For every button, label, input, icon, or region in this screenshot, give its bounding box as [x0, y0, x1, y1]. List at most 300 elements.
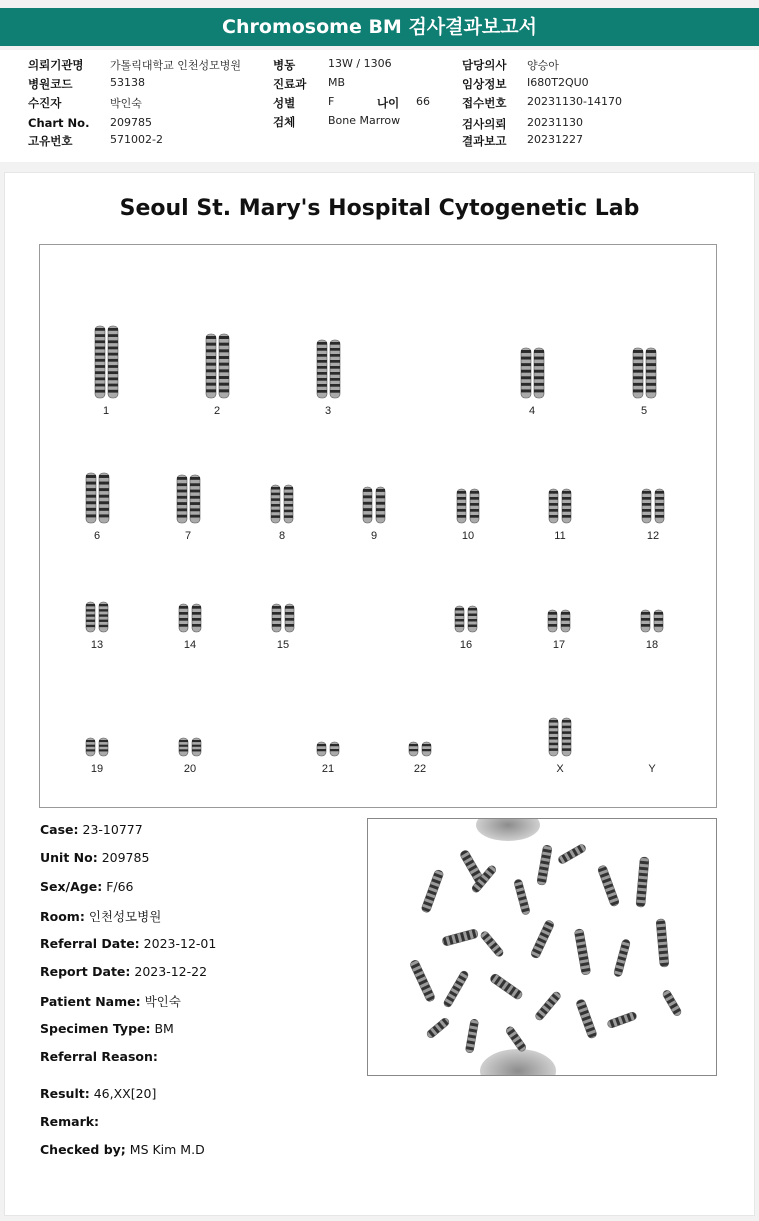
chromosome-band	[86, 488, 96, 491]
chromosome-band	[562, 491, 571, 494]
result-field: Result: 46,XX[20]	[40, 1086, 157, 1101]
chromosome-band	[219, 383, 229, 386]
chromosome-band	[422, 749, 431, 751]
chromosome-band	[190, 483, 200, 486]
chromosome-pair	[197, 333, 237, 399]
chromosome-band	[206, 343, 216, 346]
chromosome-band	[86, 508, 96, 511]
chromosome-band	[95, 334, 105, 337]
patient-header	[0, 50, 759, 162]
chromosome-band	[317, 749, 326, 751]
chromosome-band	[271, 498, 280, 501]
chromosome-band	[284, 504, 293, 507]
chromosome-pair	[632, 609, 672, 633]
chromosome-band	[219, 356, 229, 359]
chromosome-band	[95, 365, 105, 368]
chromosome-label: 15	[276, 639, 290, 651]
chromosome-band	[179, 606, 188, 609]
chromosome-band	[192, 749, 201, 751]
chromosome-band	[455, 608, 464, 610]
chromosome-band	[108, 334, 118, 337]
chromosome-band	[549, 737, 558, 740]
chromosome-pair	[308, 741, 348, 757]
chromosome-band	[549, 515, 558, 518]
chromosome-band	[99, 745, 108, 747]
chromosome-band	[219, 336, 229, 339]
chromosome-band	[641, 624, 650, 627]
specimen-field: Specimen Type: BM	[40, 1021, 174, 1036]
chromosome-pair	[540, 488, 580, 524]
chromosome-band	[376, 502, 385, 505]
chromosome-band	[206, 376, 216, 379]
chromosome-band	[190, 490, 200, 493]
chromosome-band	[468, 608, 477, 610]
chromosome-band	[633, 363, 643, 366]
chromosome-band	[549, 720, 558, 723]
chromosome-band	[284, 510, 293, 513]
chromosome-band	[455, 614, 464, 616]
chromosome-band	[642, 503, 651, 506]
header-label: 임상정보	[462, 77, 507, 91]
chromosome-band	[457, 503, 466, 506]
chromosome-band	[468, 619, 477, 621]
chromosome-band	[190, 515, 200, 518]
chromosome	[642, 489, 651, 523]
chromosome-band	[177, 477, 187, 480]
chromosome-band	[192, 606, 201, 609]
chromosome-band	[271, 493, 280, 496]
chromosome-band	[284, 493, 293, 496]
chromosome-band	[330, 384, 340, 387]
chromosome-band	[633, 376, 643, 379]
chromosome-band	[99, 488, 109, 491]
chromosome-band	[363, 495, 372, 498]
chromosome-band	[655, 497, 664, 500]
specimen-value: BM	[154, 1021, 174, 1036]
chromosome-band	[86, 501, 96, 504]
chromosome-band	[654, 618, 663, 621]
header-label: 성별	[273, 96, 296, 110]
chromosome-band	[549, 491, 558, 494]
chromosome-pair	[539, 609, 579, 633]
chromosome-label: 8	[278, 530, 286, 542]
patient-name-value: 박인숙	[144, 994, 181, 1009]
chromosome-band	[562, 720, 571, 723]
chromosome-band	[562, 737, 571, 740]
chromosome-band	[285, 612, 294, 615]
chromosome-band	[422, 744, 431, 746]
header-value: 209785	[110, 116, 152, 129]
chromosome-band	[190, 496, 200, 499]
chromosome-band	[177, 490, 187, 493]
chromosome-band	[549, 726, 558, 729]
chromosome-band	[219, 363, 229, 366]
chromosome-label: 14	[183, 639, 197, 651]
chromosome-band	[561, 624, 570, 627]
chromosome-band	[521, 370, 531, 373]
header-value: 20231130-14170	[527, 95, 622, 108]
chromosome-band	[534, 370, 544, 373]
chromosome-band	[86, 475, 96, 478]
chromosome-pair	[170, 603, 210, 633]
chromosome-pair	[262, 484, 302, 524]
chromosome-band	[108, 340, 118, 343]
chromosome-band	[455, 625, 464, 627]
chromosome-band	[285, 624, 294, 627]
header-value: 13W / 1306	[328, 57, 392, 70]
chromosome-band	[177, 496, 187, 499]
chromosome-band	[99, 749, 108, 751]
chromosome-band	[330, 342, 340, 345]
report-title: Chromosome BM 검사결과보고서	[0, 8, 759, 46]
chromosome-pair	[308, 339, 348, 399]
chromosome-band	[376, 495, 385, 498]
chromosome-band	[655, 503, 664, 506]
chromosome-band	[219, 369, 229, 372]
chromosome-band	[192, 745, 201, 747]
chromosome-band	[330, 378, 340, 381]
chromosome-band	[108, 384, 118, 387]
chromosome-band	[95, 328, 105, 331]
chromosome-band	[206, 349, 216, 352]
chromosome-band	[534, 376, 544, 379]
chromosome-band	[633, 383, 643, 386]
chromosome-pair	[540, 717, 580, 757]
chromosome-label: 19	[90, 763, 104, 775]
chromosome-band	[633, 350, 643, 353]
chromosome-band	[642, 509, 651, 512]
case-value: 23-10777	[82, 822, 143, 837]
chromosome-band	[330, 360, 340, 363]
chromosome-band	[317, 360, 327, 363]
chromosome-band	[86, 614, 95, 616]
chromosome-band	[455, 619, 464, 621]
chromosome-band	[317, 378, 327, 381]
chromosome-band	[562, 509, 571, 512]
chromosome-band	[549, 509, 558, 512]
chromosome-band	[562, 497, 571, 500]
chromosome-band	[549, 731, 558, 734]
chromosome-band	[271, 487, 280, 490]
chromosome-label: 6	[93, 530, 101, 542]
chromosome-band	[86, 620, 95, 622]
chromosome-band	[285, 606, 294, 609]
chromosome-band	[86, 745, 95, 747]
chromosome-label: 3	[324, 405, 332, 417]
report-date-field: Report Date: 2023-12-22	[40, 964, 208, 979]
chromosome-pair	[86, 325, 126, 399]
chromosome-band	[206, 369, 216, 372]
chromosome-label: 7	[184, 530, 192, 542]
chromosome-band	[317, 744, 326, 746]
chromosome-band	[642, 491, 651, 494]
chromosome-band	[179, 749, 188, 751]
chromosome-band	[285, 618, 294, 621]
chromosome-band	[95, 340, 105, 343]
chromosome-band	[108, 359, 118, 362]
chromosome-label: 22	[413, 763, 427, 775]
chromosome-band	[192, 612, 201, 615]
chromosome-band	[86, 604, 95, 606]
chromosome-pair	[400, 741, 440, 757]
chromosome-band	[272, 618, 281, 621]
chromosome-band	[317, 384, 327, 387]
chromosome-band	[99, 614, 108, 616]
chromosome-band	[521, 363, 531, 366]
chromosome-band	[470, 509, 479, 512]
chromosome-label: 11	[554, 530, 566, 542]
chromosome-band	[271, 515, 280, 518]
chromosome-band	[562, 731, 571, 734]
chromosome-band	[99, 501, 109, 504]
report-date-value: 2023-12-22	[134, 964, 208, 979]
chromosome-band	[317, 354, 327, 357]
chromosome-label: 20	[183, 763, 197, 775]
chromosome-band	[86, 749, 95, 751]
chromosome-band	[219, 343, 229, 346]
chromosome	[86, 602, 95, 632]
chromosome-band	[179, 745, 188, 747]
chromosome-label: 1	[102, 405, 110, 417]
chromosome-band	[654, 612, 663, 615]
header-value: F	[328, 95, 335, 108]
chromosome-band	[86, 625, 95, 627]
chromosome-band	[86, 740, 95, 742]
chromosome-band	[646, 350, 656, 353]
chromosome-band	[521, 383, 531, 386]
chromosome-pair	[170, 737, 210, 757]
chromosome	[470, 489, 479, 523]
chromosome-band	[633, 357, 643, 360]
chromosome-band	[271, 504, 280, 507]
chromosome-band	[206, 336, 216, 339]
chromosome-band	[272, 624, 281, 627]
header-value: I680T2QU0	[527, 76, 589, 89]
chromosome-band	[99, 609, 108, 611]
chromosome-band	[192, 624, 201, 627]
chromosome-band	[284, 487, 293, 490]
unit-field: Unit No: 209785	[40, 850, 150, 865]
chromosome-band	[317, 372, 327, 375]
chromosome-band	[317, 348, 327, 351]
chromosome-band	[548, 618, 557, 621]
chromosome-band	[376, 508, 385, 511]
chromosome-label: 21	[321, 763, 335, 775]
chromosome-band	[99, 482, 109, 485]
chromosome-band	[108, 371, 118, 374]
chromosome-pair	[448, 488, 488, 524]
chromosome-band	[549, 497, 558, 500]
chromosome-band	[99, 740, 108, 742]
chromosome-pair	[168, 474, 208, 524]
chromosome-band	[108, 390, 118, 393]
chromosome-band	[646, 370, 656, 373]
chromosome-band	[99, 625, 108, 627]
chromosome-band	[86, 482, 96, 485]
header-value: 53138	[110, 76, 145, 89]
chromosome-band	[633, 389, 643, 392]
sex-age-field: Sex/Age: F/66	[40, 879, 134, 894]
header-label: 병원코드	[28, 77, 73, 91]
chromosome-band	[99, 514, 109, 517]
chromosome-band	[192, 740, 201, 742]
chromosome-band	[470, 497, 479, 500]
chromosome-band	[330, 744, 339, 746]
chromosome	[655, 489, 664, 523]
chromosome-band	[633, 370, 643, 373]
chromosome-band	[317, 390, 327, 393]
chromosome-band	[470, 503, 479, 506]
chromosome-band	[655, 515, 664, 518]
chromosome-label: 16	[459, 639, 473, 651]
referral-date-field: Referral Date: 2023-12-01	[40, 936, 217, 951]
chromosome-band	[330, 354, 340, 357]
chromosome-band	[330, 749, 339, 751]
chromosome-label: 4	[528, 405, 536, 417]
chromosome-band	[219, 349, 229, 352]
chromosome-pair	[354, 486, 394, 524]
chromosome-band	[206, 356, 216, 359]
chromosome-label: 13	[90, 639, 104, 651]
header-value: 박인숙	[110, 97, 142, 110]
header-value: 66	[416, 95, 430, 108]
header-value: 양승아	[527, 59, 559, 72]
chromosome-band	[521, 389, 531, 392]
chromosome-band	[99, 495, 109, 498]
chromosome-band	[521, 350, 531, 353]
chromosome-band	[548, 624, 557, 627]
header-label: 담당의사	[462, 58, 507, 72]
checked-by-field: Checked by; MS Kim M.D	[40, 1142, 205, 1157]
chromosome-band	[642, 515, 651, 518]
chromosome-band	[177, 508, 187, 511]
chromosome-label: Y	[648, 763, 656, 775]
chromosome-band	[561, 612, 570, 615]
chromosome	[376, 487, 385, 523]
header-label: 고유번호	[28, 134, 73, 148]
chromosome-band	[363, 508, 372, 511]
chromosome-band	[99, 475, 109, 478]
chromosome-band	[534, 357, 544, 360]
chromosome-band	[272, 612, 281, 615]
chromosome-band	[317, 342, 327, 345]
chromosome-band	[562, 503, 571, 506]
chromosome-band	[95, 384, 105, 387]
chromosome-band	[179, 612, 188, 615]
header-label: 진료과	[273, 77, 307, 91]
chromosome-band	[562, 748, 571, 751]
chromosome-band	[534, 350, 544, 353]
chromosome-band	[562, 726, 571, 729]
header-label: 검사의뢰	[462, 117, 507, 131]
chromosome-band	[108, 353, 118, 356]
chromosome-band	[190, 477, 200, 480]
chromosome-label: 5	[640, 405, 648, 417]
patient-name-field: Patient Name: 박인숙	[40, 994, 181, 1009]
header-label: 결과보고	[462, 134, 507, 148]
room-value: 인천성모병원	[88, 909, 162, 924]
chromosome-band	[330, 348, 340, 351]
chromosome	[549, 489, 558, 523]
chromosome-pair	[624, 347, 664, 399]
header-label: Chart No.	[28, 116, 90, 130]
header-value: Bone Marrow	[328, 114, 401, 127]
chromosome-band	[562, 515, 571, 518]
karyogram	[39, 244, 717, 808]
chromosome-band	[409, 749, 418, 751]
header-value: 20231130	[527, 116, 583, 129]
chromosome-label: 18	[645, 639, 659, 651]
remark-field: Remark:	[40, 1114, 100, 1129]
chromosome-band	[363, 489, 372, 492]
chromosome-band	[192, 618, 201, 621]
chromosome-pair	[263, 603, 303, 633]
chromosome-pair	[633, 488, 673, 524]
chromosome	[99, 602, 108, 632]
chromosome-band	[646, 363, 656, 366]
chromosome-band	[177, 483, 187, 486]
chromosome-band	[646, 389, 656, 392]
referral-reason-field: Referral Reason:	[40, 1049, 158, 1064]
chromosome	[363, 487, 372, 523]
chromosome-band	[95, 371, 105, 374]
chromosome-band	[190, 502, 200, 505]
chromosome-pair	[77, 472, 117, 524]
header-value: 20231227	[527, 133, 583, 146]
chromosome-pair	[512, 347, 552, 399]
chromosome-band	[190, 508, 200, 511]
chromosome-band	[95, 347, 105, 350]
chromosome-band	[206, 383, 216, 386]
chromosome-band	[549, 743, 558, 746]
metaphase-image	[367, 818, 717, 1076]
lab-title: Seoul St. Mary's Hospital Cytogenetic Lab	[119, 196, 640, 221]
header-label: 검체	[273, 115, 296, 129]
header-label: 나이	[377, 96, 400, 110]
chromosome-band	[284, 515, 293, 518]
chromosome-band	[363, 502, 372, 505]
chromosome-band	[641, 618, 650, 621]
header-value: MB	[328, 76, 346, 89]
chromosome-band	[655, 491, 664, 494]
chromosome-band	[330, 372, 340, 375]
chromosome-pair	[77, 737, 117, 757]
chromosome-band	[363, 515, 372, 518]
chromosome-band	[272, 606, 281, 609]
chromosome-band	[99, 508, 109, 511]
chromosome-band	[206, 363, 216, 366]
chromosome-band	[86, 609, 95, 611]
chromosome-pair	[446, 605, 486, 633]
chromosome-band	[561, 618, 570, 621]
chromosome-band	[641, 612, 650, 615]
chromosome-band	[646, 357, 656, 360]
chromosome-band	[521, 376, 531, 379]
chromosome-band	[646, 376, 656, 379]
chromosome-band	[108, 365, 118, 368]
chromosome-band	[642, 497, 651, 500]
chromosome-band	[457, 515, 466, 518]
chromosome-band	[548, 612, 557, 615]
chromosome-band	[376, 489, 385, 492]
chromosome-band	[108, 347, 118, 350]
chromosome-band	[179, 624, 188, 627]
chromosome-band	[549, 748, 558, 751]
case-field: Case: 23-10777	[40, 822, 143, 837]
chromosome-band	[86, 514, 96, 517]
chromosome-band	[317, 366, 327, 369]
chromosome-band	[330, 390, 340, 393]
